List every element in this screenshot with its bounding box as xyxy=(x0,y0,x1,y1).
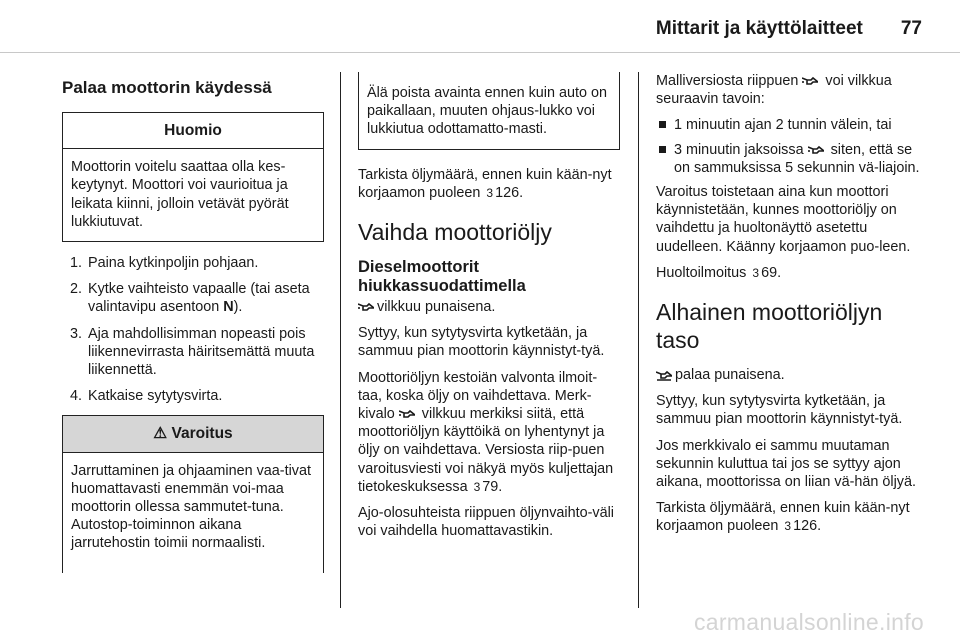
column-divider-2 xyxy=(638,72,639,608)
paragraph: Syttyy, kun sytytysvirta kytketään, ja sammuu pian moottorin käynnistyt-tyä. xyxy=(656,393,903,428)
paragraph-text: vilkkuu merkiksi siitä, että moottoriöljyn käyttöikä on lyhentynyt ja öljy on vaihdettava. Versiosta riip-puen varoitusviesti voi näkyä myös kuljettajan tietokeskuksessa xyxy=(358,406,614,495)
page-ref: 126 xyxy=(793,518,818,535)
paragraph-text: Tarkista öljymäärä, ennen kuin kään-nyt korjaamon puoleen xyxy=(656,500,910,535)
paragraph xyxy=(656,499,924,535)
note-title: Huomio xyxy=(63,113,323,149)
list-item-text: 1 minuutin ajan 2 tunnin välein, tai xyxy=(674,117,892,134)
page-ref-icon: 3 xyxy=(784,519,792,534)
page-ref: 79 xyxy=(482,478,499,495)
period: . xyxy=(777,264,782,281)
warning-box-continued xyxy=(358,72,620,150)
list-item xyxy=(656,141,924,177)
paragraph-text: voi vilkkua seuraavin tavoin: xyxy=(656,73,892,108)
paragraph-text: Malliversiosta riippuen xyxy=(656,73,803,89)
warning-title: Varoitus xyxy=(171,425,233,443)
warning-text: Jarruttaminen ja ohjaaminen vaa-tivat huomattavasti enemmän voi-maa moottorin ollessa sammutet-tuna. Autostop-toiminnon aikana jarrutehostin toimii normaalisti. xyxy=(71,462,311,552)
subheading-diesel: Dieselmoottorit hiukkassuodattimella xyxy=(358,258,526,296)
gear-position-n: N xyxy=(223,299,234,316)
period: . xyxy=(519,184,524,201)
column-divider-1 xyxy=(340,72,341,608)
paragraph xyxy=(358,369,620,496)
list-item-text: siten, että se on sammuksissa 5 sekunnin vä-liajoin. xyxy=(674,141,920,176)
oil-change-icon xyxy=(399,409,415,419)
page-ref: 126 xyxy=(495,184,520,201)
oil-level-icon xyxy=(656,370,672,380)
paragraph xyxy=(358,298,620,316)
paragraph: Jos merkkivalo ei sammu muutaman sekunnin kuluttua tai jos se syttyy ajon aikana, moottorissa on liian vä-hän öljyä. xyxy=(656,437,916,491)
column-2 xyxy=(358,72,620,548)
paragraph: Ajo-olosuhteista riippuen öljynvaihto-väli voi vaihdella huomattavastikin. xyxy=(358,505,614,540)
oil-change-icon xyxy=(358,302,374,312)
step-number: 2. xyxy=(70,281,83,298)
page-ref: 69 xyxy=(761,264,778,281)
step-item xyxy=(62,387,324,405)
warning-box xyxy=(62,415,324,572)
heading-oil-change: Vaihda moottoriöljy xyxy=(358,219,552,246)
page-ref-icon: 3 xyxy=(473,479,481,494)
section-title: Palaa moottorin käydessä xyxy=(62,78,272,97)
column-1 xyxy=(62,72,324,585)
paragraph: Syttyy, kun sytytysvirta kytketään, ja sammuu pian moottorin käynnistyt-tyä. xyxy=(358,325,605,360)
step-item xyxy=(62,280,324,316)
oil-change-icon xyxy=(808,145,824,155)
page-header xyxy=(656,18,922,40)
page-ref-icon: 3 xyxy=(752,265,760,280)
watermark: carmanualsonline.info xyxy=(693,609,924,635)
period: . xyxy=(817,518,822,535)
step-text: Aja mahdollisimman nopeasti pois liikennevirrasta häiritsemättä muuta liikennettä. xyxy=(88,325,315,379)
note-box xyxy=(62,112,324,242)
paragraph-text: vilkkuu punaisena. xyxy=(377,299,496,316)
page-number: 77 xyxy=(900,18,922,39)
note-text: Moottorin voitelu saattaa olla kes-keytynyt. Moottori voi vaurioitua ja leikata kiinni, jolloin vetävät pyörät lukkiutuvat. xyxy=(71,159,289,230)
step-text-end: ). xyxy=(233,299,243,316)
paragraph-text: palaa punaisena. xyxy=(675,367,785,384)
oil-change-icon xyxy=(802,76,818,86)
paragraph xyxy=(656,72,924,108)
period: . xyxy=(498,478,503,495)
step-number: 3. xyxy=(70,325,83,342)
step-number: 4. xyxy=(70,388,83,405)
step-item xyxy=(62,325,324,380)
paragraph xyxy=(656,264,924,282)
step-item xyxy=(62,254,324,272)
bullet-list xyxy=(656,116,924,177)
list-item-text: 3 minuutin jaksoissa xyxy=(674,141,808,158)
paragraph: Varoitus toistetaan aina kun moottori käynnistetään, kunnes moottoriöljy on vaihdettu ja huoltonäyttö asetettu uudelleen. Käänny korjaamon puo-leen. xyxy=(656,184,911,255)
list-item xyxy=(656,116,924,134)
warning-continued-text: Älä poista avainta ennen kuin auto on paikallaan, muuten ohjaus-lukko voi lukkiutua odottamatto-masti. xyxy=(367,85,608,138)
paragraph xyxy=(358,166,620,202)
warning-icon: ⚠ xyxy=(153,425,168,443)
step-text: Kytke vaihteisto vapaalle (tai aseta valintavipu asentoon xyxy=(88,281,310,316)
column-3 xyxy=(656,72,924,544)
page-ref-icon: 3 xyxy=(486,185,494,200)
steps-list xyxy=(62,254,324,405)
heading-low-oil-level: Alhainen moottoriöljyn taso xyxy=(656,299,883,354)
page-title: Mittarit ja käyttölaitteet xyxy=(655,18,863,39)
warning-title-bar xyxy=(63,416,323,452)
paragraph-text: Huoltoilmoitus xyxy=(656,264,751,281)
paragraph-text: Tarkista öljymäärä, ennen kuin kään-nyt korjaamon puoleen xyxy=(358,166,612,201)
header-rule xyxy=(0,52,960,53)
paragraph-text: Moottoriöljyn kestoiän valvonta ilmoit-taa, koska öljy on vaihdettava. Merk-kivalo xyxy=(358,369,598,423)
step-text: Katkaise sytytysvirta. xyxy=(88,388,223,405)
step-number: 1. xyxy=(70,255,83,272)
paragraph xyxy=(656,366,924,384)
step-text: Paina kytkinpoljin pohjaan. xyxy=(88,255,259,272)
